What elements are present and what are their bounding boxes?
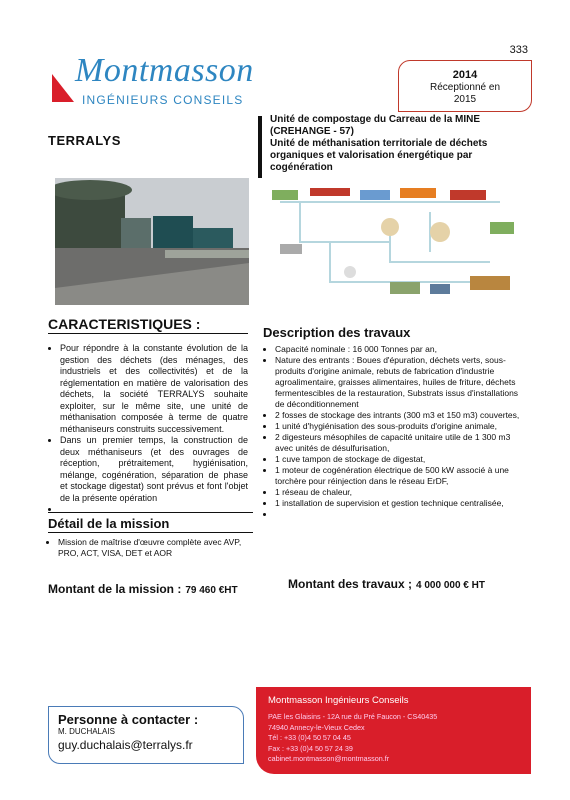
process-diagram	[270, 182, 520, 300]
year: 2014	[452, 69, 478, 81]
logo-subtitle: INGÉNIEURS CONSEILS	[82, 93, 244, 107]
list-item: • 1 installation de supervision et gestion technique centralisée,	[275, 498, 528, 509]
mission-list	[48, 537, 253, 559]
logo-mark	[48, 64, 78, 104]
project-title	[270, 114, 530, 174]
mission-amount	[48, 582, 238, 596]
list-item: • 2 digesteurs mésophiles de capacité unitaire utile de 1 300 m3 avec unités de désulfurisation,	[275, 432, 528, 454]
company-address2: 74940 Annecy-le-Vieux Cedex	[268, 722, 365, 732]
company-address1: PAE les Glaisins - 12A rue du Pré Faucon - CS40435	[268, 712, 438, 721]
list-item: • Dans un premier temps, la construction de deux méthaniseurs (et des ouvrages de réception, prétraitement, hygiénisation, mélange, cogénération, séparation de phase et stockage digestat) sont prévus et font l'objet de la présente opération	[60, 435, 248, 504]
works-amount	[288, 577, 485, 591]
page-number: 333	[509, 44, 528, 56]
logo-wordmark: Montmasson	[75, 52, 254, 89]
client-name: TERRALYS	[48, 133, 121, 148]
list-item: • 1 moteur de cogénération électrique de 500 kW associé à une torchère pour réinjection dans le réseau ErDF,	[275, 465, 528, 487]
list-item: • 1 cuve tampon de stockage de digestat,	[275, 454, 528, 465]
mission-amount-value: 79 460 €HT	[185, 585, 238, 596]
mission-amount-label: Montant de la mission :	[48, 582, 182, 596]
mission-rule-top	[48, 512, 253, 513]
list-item	[60, 504, 248, 516]
year-box	[398, 60, 532, 112]
list-item: • Capacité nominale : 16 000 Tonnes par an,	[275, 344, 528, 355]
site-photo	[55, 178, 249, 305]
status-line2: 2015	[453, 94, 477, 105]
company-name: Montmasson Ingénieurs Conseils	[268, 695, 409, 706]
description-heading: Description des travaux	[263, 325, 411, 340]
list-item: • Mission de maîtrise d'œuvre complète avec AVP, PRO, ACT, VISA, DET et AOR	[58, 537, 253, 559]
list-item: • 1 réseau de chaleur,	[275, 487, 528, 498]
description-list	[263, 344, 528, 520]
list-item	[275, 509, 528, 520]
title-accent-bar	[258, 116, 262, 178]
company-fax: Fax : +33 (0)4 50 57 24 39	[268, 743, 353, 753]
company-tel: Tél : +33 (0)4 50 57 04 45	[268, 733, 351, 742]
contact-name: M. DUCHALAIS	[58, 727, 115, 736]
company-email[interactable]: cabinet.montmasson@montmasson.fr	[268, 754, 390, 763]
project-title-line1: Unité de compostage du Carreau de la MINE	[270, 114, 481, 125]
works-amount-value: 4 000 000 € HT	[416, 580, 485, 591]
list-item: • Pour répondre à la constante évolution de la gestion des déchets (des ménages, des industriels et des collectivités) et de la réglementation en matière de valorisation des déchets, la société TERRALYS souhaite exploiter, sur le même site, une unité de méthanisation composée à terme de quatre méthaniseurs construits successivement.	[60, 343, 248, 435]
list-item: • 2 fosses de stockage des intrants (300 m3 et 150 m3) couvertes,	[275, 410, 528, 421]
mission-rule-bottom	[48, 532, 253, 533]
project-title-line2: (CREHANGE - 57)	[270, 126, 354, 137]
project-title-line3: Unité de méthanisation territoriale de déchets organiques et valorisation énergétique par cogénération	[270, 138, 488, 173]
caracteristiques-heading: CARACTERISTIQUES :	[48, 316, 201, 332]
list-item: • Nature des entrants : Boues d'épuration, déchets verts, sous-produits d'origine animale, rebuts de fabrication d'industrie agroalimentaire, graisses alimentaires, huiles de friture, déchets fermentescibles de la restauration, Substrats issus d'installations de déconditionnement	[275, 355, 528, 410]
caracteristiques-rule	[48, 333, 248, 334]
works-amount-label: Montant des travaux ;	[288, 577, 413, 591]
status-line1: Réceptionné en	[429, 82, 501, 93]
caracteristiques-list	[48, 343, 248, 516]
mission-heading: Détail de la mission	[48, 516, 170, 531]
company-details	[268, 712, 437, 765]
list-item: • 1 unité d'hygiénisation des sous-produits d'origine animale,	[275, 421, 528, 432]
contact-heading: Personne à contacter :	[58, 712, 199, 727]
contact-email[interactable]: guy.duchalais@terralys.fr	[58, 738, 193, 752]
